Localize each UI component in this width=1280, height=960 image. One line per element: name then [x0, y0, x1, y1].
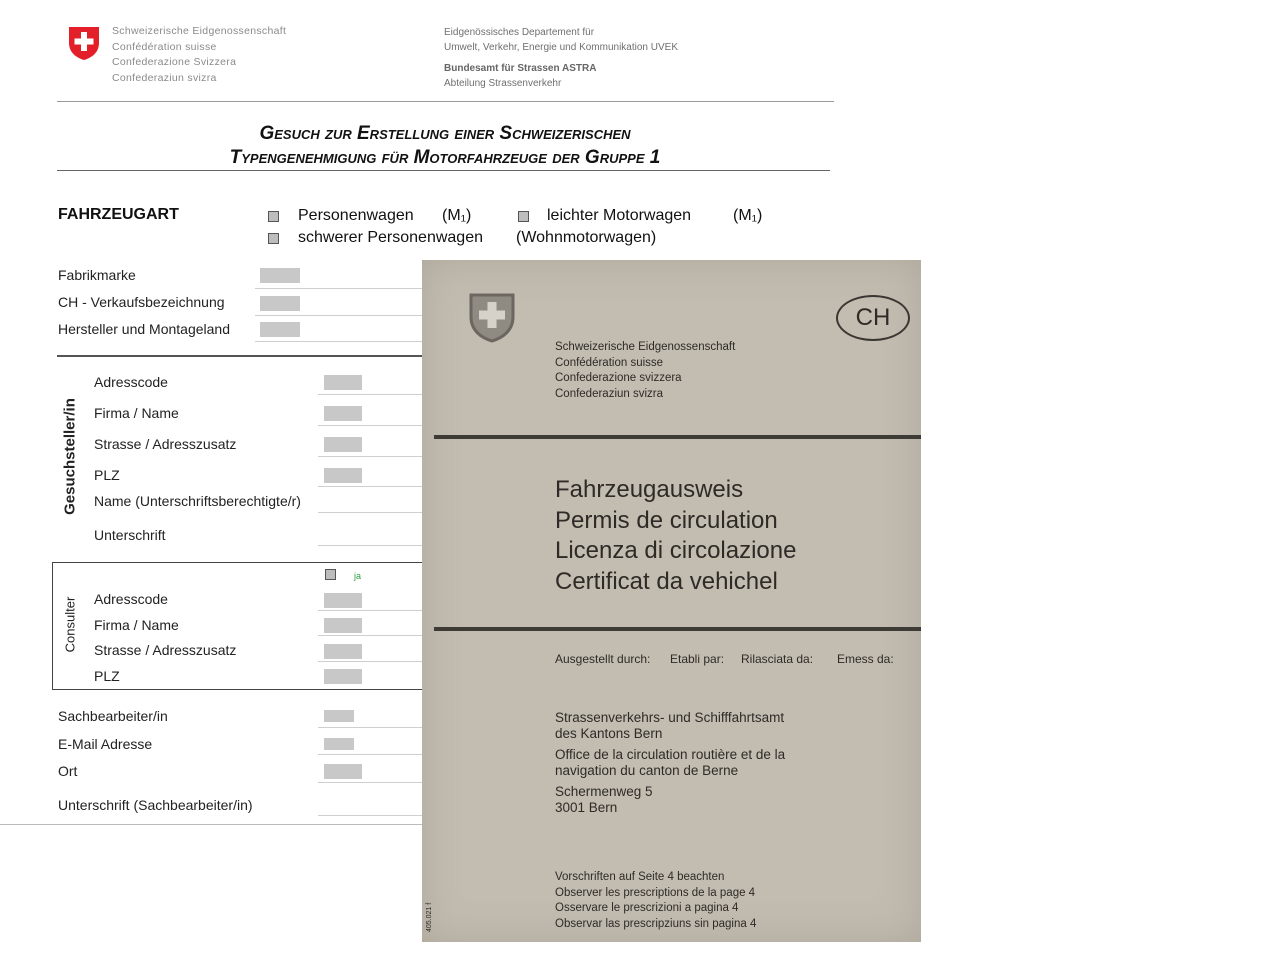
- field-underline: [255, 315, 422, 316]
- fed-name: Confédération suisse: [555, 356, 664, 369]
- wohnmotorwagen-note: (Wohnmotorwagen): [516, 229, 657, 246]
- applicant-adresscode-input[interactable]: [324, 375, 362, 390]
- consulter-strasse-label: Strasse / Adresszusatz: [94, 642, 237, 658]
- field-underline: [318, 661, 422, 662]
- rules-line: Vorschriften auf Seite 4 beachten: [555, 871, 725, 883]
- applicant-firma-input[interactable]: [324, 406, 362, 421]
- form-title-line-1: Gesuch zur Erstellung einer Schweizerischen: [259, 123, 631, 144]
- consulter-firma-input[interactable]: [324, 618, 362, 633]
- leichter-motorwagen-label: leichter Motorwagen: [547, 207, 692, 224]
- signature-line[interactable]: [318, 545, 422, 546]
- department-header: [444, 25, 678, 91]
- field-underline: [255, 341, 422, 342]
- ort-input[interactable]: [324, 764, 362, 779]
- consulter-section-label: Consulter: [62, 596, 78, 653]
- email-label: E-Mail Adresse: [58, 736, 153, 752]
- field-underline: [318, 754, 422, 755]
- rules-line: Osservare le prescrizioni a pagina 4: [555, 902, 739, 914]
- sachbearbeiter-input[interactable]: [324, 710, 354, 722]
- department-line: Umwelt, Verkehr, Energie und Kommunikation UVEK: [444, 42, 678, 53]
- division-name: Abteilung Strassenverkehr: [444, 78, 562, 89]
- consulter-yes-label: ja: [354, 571, 362, 581]
- office-line: Strassenverkehrs- und Schifffahrtsamt: [555, 710, 785, 725]
- field-underline: [318, 727, 422, 728]
- applicant-name-label: Name (Unterschriftsberechtigte/r): [94, 493, 301, 509]
- schwerer-personenwagen-label: schwerer Personenwagen: [298, 229, 483, 246]
- field-underline: [318, 486, 422, 487]
- personenwagen-code: (M₁): [442, 207, 472, 224]
- applicant-plz-input[interactable]: [324, 468, 362, 483]
- permit-form-code: 405.021 f: [426, 902, 433, 932]
- consulter-adresscode-input[interactable]: [324, 593, 362, 608]
- consulter-adresscode-label: Adresscode: [94, 591, 168, 607]
- permit-federation-names: [555, 340, 735, 402]
- field-underline: [318, 394, 422, 395]
- email-input[interactable]: [324, 738, 354, 750]
- vehicle-type-label: FAHRZEUGART: [58, 206, 179, 223]
- department-line: Eidgenössisches Departement für: [444, 27, 595, 38]
- fed-name: Confederaziun svizra: [555, 387, 664, 400]
- sachbearbeiter-label: Sachbearbeiter/in: [58, 708, 168, 724]
- rules-line: Observer les prescriptions de la page 4: [555, 886, 756, 899]
- field-underline: [318, 456, 422, 457]
- personenwagen-label: Personenwagen: [298, 207, 414, 224]
- consulter-plz-input[interactable]: [324, 669, 362, 684]
- field-underline: [318, 610, 422, 611]
- office-line: Office de la circulation routière et de la: [555, 747, 786, 762]
- schwerer-personenwagen-checkbox[interactable]: [268, 233, 279, 244]
- section-divider: [57, 355, 422, 357]
- applicant-adresscode-label: Adresscode: [94, 374, 168, 390]
- applicant-strasse-label: Strasse / Adresszusatz: [94, 436, 237, 452]
- ort-label: Ort: [58, 763, 78, 779]
- issuing-office: [555, 710, 785, 815]
- form-bottom-line: [0, 824, 422, 825]
- permit-titles: [555, 475, 796, 597]
- header-divider: [57, 101, 834, 102]
- field-underline: [318, 782, 422, 783]
- issued-by-rm: Emess da:: [837, 652, 894, 666]
- consulter-firma-label: Firma / Name: [94, 617, 179, 633]
- office-line: navigation du canton de Berne: [555, 762, 739, 778]
- form-title-line-2: Typengenehmigung für Motorfahrzeuge der Gruppe 1: [229, 147, 661, 168]
- permit-rules: [555, 870, 756, 932]
- permit-title: Fahrzeugausweis: [555, 476, 744, 503]
- field-underline: [255, 288, 422, 289]
- field-underline: [318, 425, 422, 426]
- consulter-strasse-input[interactable]: [324, 644, 362, 659]
- fed-name: Schweizerische Eidgenossenschaft: [555, 341, 736, 353]
- applicant-unterschrift-label: Unterschrift: [94, 527, 166, 543]
- vehicle-permit-card: [422, 260, 921, 942]
- applicant-section-label: Gesuchsteller/in: [61, 398, 79, 515]
- consulter-yes-checkbox[interactable]: [325, 569, 336, 580]
- signature-line[interactable]: [318, 512, 422, 513]
- fed-name: Confederazione svizzera: [555, 372, 682, 384]
- verkaufsbezeichnung-label: CH - Verkaufsbezeichnung: [58, 294, 225, 310]
- fed-name: Confederazione Svizzera: [112, 56, 237, 68]
- fabrikmarke-label: Fabrikmarke: [58, 267, 136, 283]
- applicant-firma-label: Firma / Name: [94, 405, 179, 421]
- signature-line[interactable]: [318, 815, 422, 816]
- issued-by-fr: Etabli par:: [670, 652, 725, 666]
- applicant-plz-label: PLZ: [94, 467, 120, 483]
- hersteller-input[interactable]: [260, 322, 300, 337]
- fed-name: Confédération suisse: [112, 40, 217, 53]
- swiss-coat-of-arms-icon: [67, 25, 101, 61]
- permit-top-bar: [434, 435, 921, 439]
- sachbearbeiter-signature-label: Unterschrift (Sachbearbeiter/in): [58, 797, 253, 813]
- personenwagen-checkbox[interactable]: [268, 211, 279, 222]
- office-address: 3001 Bern: [555, 799, 618, 815]
- permit-title: Licenza di circolazione: [555, 537, 797, 564]
- verkaufsbezeichnung-input[interactable]: [260, 296, 300, 311]
- office-address: Schermenweg 5: [555, 784, 653, 799]
- federation-names: [112, 24, 286, 86]
- issued-by-de: Ausgestellt durch:: [555, 652, 651, 666]
- fed-name: Schweizerische Eidgenossenschaft: [112, 25, 287, 37]
- hersteller-label: Hersteller und Montageland: [58, 321, 230, 337]
- applicant-strasse-input[interactable]: [324, 437, 362, 452]
- fed-name: Confederaziun svizra: [112, 71, 217, 84]
- fabrikmarke-input[interactable]: [260, 268, 300, 283]
- issued-by-it: Rilasciata da:: [741, 652, 814, 666]
- title-divider: [57, 170, 830, 171]
- permit-middle-bar: [434, 627, 921, 631]
- country-code-oval: CH: [836, 295, 910, 341]
- swiss-coat-of-arms-icon: [468, 292, 516, 344]
- office-name: Bundesamt für Strassen ASTRA: [444, 63, 597, 74]
- rules-line: Observar las prescripziuns sin pagina 4: [555, 917, 757, 930]
- permit-title: Permis de circulation: [555, 506, 778, 534]
- leichter-motorwagen-checkbox[interactable]: [518, 211, 529, 222]
- office-line: des Kantons Bern: [555, 725, 663, 741]
- consulter-plz-label: PLZ: [94, 668, 120, 684]
- permit-title: Certificat da vehichel: [555, 567, 778, 595]
- field-underline: [318, 635, 422, 636]
- leichter-motorwagen-code: (M₁): [733, 207, 763, 224]
